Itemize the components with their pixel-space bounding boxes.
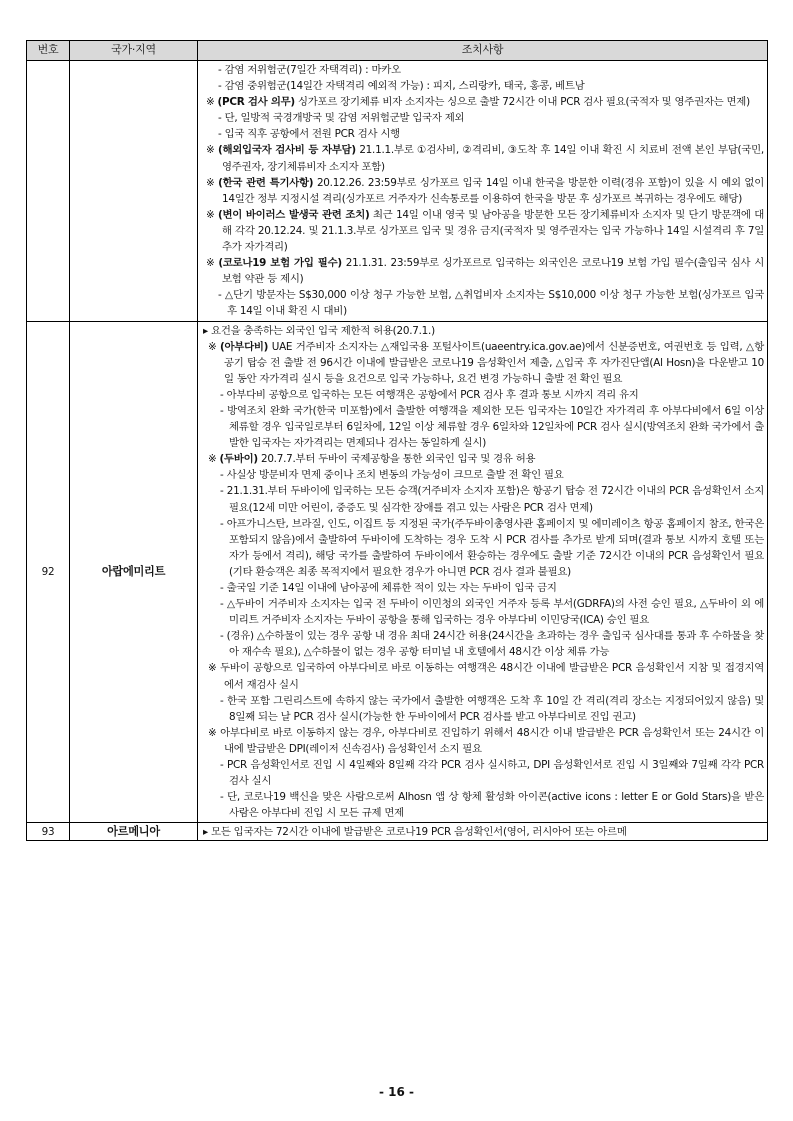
list-item: [202, 628, 764, 660]
bullet-mark: -: [218, 112, 222, 125]
country-cell: 아르메니아: [70, 823, 198, 841]
item-text: 단, 코로나19 백신을 맞은 사람으로써 Alhosn 앱 상 항체 활성화 아이콘(active icons : letter E or Gold Stars)을 받은 사람은 아부다비 진입 시 모든 규제 면제: [227, 791, 764, 820]
row-number-cell: 93: [27, 823, 70, 841]
item-heading: (아부다비): [220, 340, 269, 353]
bullet-mark: -: [220, 791, 224, 804]
list-item: [202, 387, 764, 403]
bullet-mark: ※: [208, 340, 217, 353]
item-heading: (변이 바이러스 발생국 관련 조치): [217, 208, 370, 221]
item-text: 아부다비 공항으로 입국하는 모든 여행객은 공항에서 PCR 검사 후 결과 통보 시까지 격리 유지: [226, 388, 639, 401]
item-text: 두바이 공항으로 입국하여 아부다비로 바로 이동하는 여행객은 48시간 이내에 발급받은 PCR 음성확인서 지참 및 접경지역에서 재검사 실시: [220, 662, 764, 691]
row-number-cell: [27, 61, 70, 322]
item-text: 모든 입국자는 72시간 이내에 발급받은 코로나19 PCR 음성확인서(영어, 러시아어 또는 아르메: [211, 825, 627, 838]
bullet-mark: ※: [206, 96, 215, 109]
list-item: [202, 693, 764, 725]
list-item: [202, 287, 764, 319]
table-row-92: [27, 321, 768, 823]
measures-cell: [198, 61, 768, 322]
list-item: [202, 483, 764, 515]
item-heading: (두바이): [219, 453, 258, 466]
item-text: 단, 일방적 국경개방국 및 감염 저위험군발 입국자 제외: [224, 112, 465, 125]
item-heading: (한국 관련 특기사항): [218, 176, 314, 189]
item-text: △두바이 거주비자 소지자는 입국 전 두바이 이민청의 외국인 거주자 등록 부서(GDRFA)의 사전 승인 필요, △두바이 외 에미리트 거주비자 소지자는 두바이 공항을 통해 입국하는 경우 아부다비 이민당국(ICA) 승인 필요: [226, 598, 764, 627]
bullet-mark: -: [218, 289, 222, 302]
bullet-mark: ※: [206, 144, 215, 157]
note-item: [202, 451, 764, 467]
bullet-mark: -: [220, 694, 224, 707]
measures-cell: [198, 823, 768, 841]
item-text: 한국 포함 그린리스트에 속하지 않는 국가에서 출발한 여행객은 도착 후 10일 간 격리(격리 장소는 지정되어있지 않음) 및 8일째 되는 날 PCR 검사 실시(가능한 한 두바이에서 PCR 검사를 받고 아부다비로 진입 권고): [227, 694, 764, 723]
bullet-mark: ▸: [203, 324, 208, 337]
bullet-mark: -: [220, 582, 224, 594]
item-text: (경유) △수하물이 있는 경우 공항 내 경유 최대 24시간 허용(24시간을 초과하는 경우 출입국 심사대를 통과 후 수하물을 찾아 재수속 필요), △수하물이 없는 경우 공항 터미널 내 호텔에서 48시간 이상 체류 가능: [226, 630, 765, 659]
bullet-mark: ▸: [203, 825, 208, 838]
header-no: 번호: [27, 41, 70, 61]
list-item: [202, 403, 764, 451]
table-row-93: [27, 823, 768, 841]
bullet-mark: -: [220, 485, 224, 498]
list-item: [202, 126, 764, 142]
item-heading: (해외입국자 검사비 등 자부담): [217, 144, 356, 157]
bullet-mark: ※: [208, 726, 217, 739]
bullet-mark: ※: [206, 257, 215, 270]
bullet-mark: -: [220, 598, 224, 611]
note-item: [202, 142, 764, 174]
item-text: △단기 방문자는 S$30,000 이상 청구 가능한 보험, △취업비자 소지자는 S$10,000 이상 청구 가능한 보험(싱가포르 입국 후 14일 이내 확진 시 대비): [224, 289, 764, 318]
bullet-mark: -: [220, 469, 224, 482]
item-text: 입국 직후 공항에서 전원 PCR 검사 시행: [224, 128, 400, 141]
item-text: UAE 거주비자 소지자는 △재입국용 포털사이트(uaeentry.ica.gov.ae)에서 신분증번호, 여권번호 등 입력, △항공기 탑승 전 출발 전 96시간 이내에 발급받은 코로나19 음성확인서 제출, △입국 후 자가진단앱(Al Hosn)을 다운받고 10일 동안 자가격리 실시 등을 요건으로 입국 가능하나, 요건 변경 가능하니 출발 전 확인 필요: [224, 340, 764, 385]
note-item: [202, 725, 764, 757]
bullet-mark: -: [220, 404, 224, 417]
item-text: 20.12.26. 23:59부로 싱가포르 입국 14일 이내 한국을 방문한 이력(경유 포함)이 있을 시 예외 없이 14일간 정부 지정시설 격리(싱가포르 거주자가 신속통로를 이용하여 한국을 방문 후 싱가포르 복귀하는 경우에도 해당): [222, 176, 764, 205]
table-row-continuation: [27, 61, 768, 322]
list-item: [202, 323, 764, 339]
list-item: [202, 467, 764, 483]
header-measures: 조치사항: [198, 41, 768, 61]
item-text: 아프가니스탄, 브라질, 인도, 이집트 등 지정된 국가(주두바이총영사관 홈페이지 및 에미레이츠 항공 홈페이지 참조, 한국은 포함되지 않음)에서 출발하여 두바이에 도착하는 경우 도착 시 PCR 검사를 추가로 받게 되며(결과 통보 시까지 호텔 또는 자가 등에서 격리), 해당 국가를 출발하여 두바이에서 환승하는 경우에도 출발 기준 72시간 이내의 PCR 음성확인서 필요(기타 환승객은 최종 목적지에서 필요한 경우가 아니면 PCR 검사 결과 불필요): [226, 517, 764, 578]
bullet-mark: -: [218, 128, 222, 141]
bullet-mark: -: [220, 388, 224, 401]
list-item: [202, 789, 764, 821]
item-text: 20.7.7.부터 두바이 국제공항을 통한 외국인 입국 및 경유 허용: [257, 453, 536, 466]
header-country: 국가·지역: [70, 41, 198, 61]
item-text: 최근 14일 이내 영국 및 남아공을 방문한 모든 장기체류비자 소지자 및 단기 방문객에 대해 각각 20.12.24. 및 21.1.3.부로 싱가포르 입국 및 경유 금지(국적자 및 영주권자는 입국 가능하나 14일 시설격리 후 7일 추가 자가격리): [222, 208, 764, 254]
bullet-mark: ※: [206, 208, 215, 221]
entry-measures-table: [26, 40, 768, 841]
bullet-mark: ※: [208, 662, 217, 675]
item-text: 감염 저위험군(7일간 자택격리) : 마카오: [224, 64, 401, 76]
list-item: [202, 580, 764, 596]
list-item: [202, 824, 764, 840]
bullet-mark: -: [218, 80, 222, 93]
list-item: [202, 110, 764, 126]
list-item: [202, 62, 764, 78]
country-cell: [70, 61, 198, 322]
list-item: [202, 516, 764, 580]
country-cell: 아랍에미리트: [70, 321, 198, 823]
bullet-mark: -: [220, 517, 224, 530]
bullet-mark: -: [220, 630, 224, 643]
row-number-cell: 92: [27, 321, 70, 823]
item-text: 요건을 충족하는 외국인 입국 제한적 허용(20.7.1.): [211, 324, 435, 337]
item-text: 싱가포르 장기체류 비자 소지자는 싱으로 출발 72시간 이내 PCR 검사 필요(국적자 및 영주권자는 면제): [294, 96, 750, 109]
note-item: [202, 660, 764, 692]
item-text: 아부다비로 바로 이동하지 않는 경우, 아부다비로 진입하기 위해서 48시간 이내 발급받은 PCR 음성확인서 또는 24시간 이내에 발급받은 DPI(레이저 신속검사) 음성확인서 소지 필요: [220, 726, 764, 755]
note-item: [202, 175, 764, 207]
item-text: PCR 음성확인서로 진입 시 4일째와 8일째 각각 PCR 검사 실시하고, DPI 음성확인서로 진입 시 3일째와 7일째 각각 PCR 검사 실시: [227, 759, 764, 788]
list-item: [202, 78, 764, 94]
measures-cell: [198, 321, 768, 823]
item-text: 21.1.31.부터 두바이에 입국하는 모든 승객(거주비자 소지자 포함)은 항공기 탑승 전 72시간 이내의 PCR 음성확인서 소지 필요(12세 미만 어린이, 중증도 및 심각한 장애를 겪고 있는 사람은 PCR 검사 면제): [226, 485, 764, 514]
bullet-mark: -: [220, 759, 224, 772]
item-text: 사실상 방문비자 면제 중이나 조치 변동의 가능성이 크므로 출발 전 확인 필요: [226, 469, 564, 482]
item-text: 출국일 기준 14일 이내에 남아공에 체류한 적이 있는 자는 두바이 입국 금지: [226, 582, 557, 594]
item-text: 21.1.31. 23:59부로 싱가포르로 입국하는 외국인은 코로나19 보험 가입 필수(출입국 심사 시 보험 약관 등 제시): [222, 257, 764, 286]
note-item: [202, 255, 764, 287]
bullet-mark: -: [218, 64, 222, 76]
note-item: [202, 94, 764, 110]
bullet-mark: ※: [206, 176, 215, 189]
item-text: 방역조치 완화 국가(한국 미포함)에서 출발한 여행객을 제외한 모든 입국자는 10일간 자가격리 후 아부다비에서 6일 이상 체류할 경우 입국일로부터 6일차에, 12일 이상 체류할 경우 6일차와 12일차에 PCR 검사 실시(방역조치 완화 국가에서 출발한 입국자는 자가격리는 면제되나 검사는 동일하게 실시): [227, 404, 764, 450]
page-number: - 16 -: [378, 1085, 414, 1099]
note-item: [202, 339, 764, 387]
list-item: [202, 757, 764, 789]
table-header-row: [27, 41, 768, 61]
item-heading: (PCR 검사 의무): [217, 96, 295, 109]
note-item: [202, 207, 764, 255]
list-item: [202, 596, 764, 628]
item-text: 감염 중위험군(14일간 자택격리 예외적 가능) : 피지, 스리랑카, 태국, 홍콩, 베트남: [224, 80, 585, 93]
item-text: 21.1.1.부로 ①검사비, ②격리비, ③도착 후 14일 이내 확진 시 치료비 전액 본인 부담(국민, 영주권자, 장기체류비자 소지자 포함): [222, 144, 764, 173]
item-heading: (코로나19 보험 가입 필수): [218, 257, 342, 270]
bullet-mark: ※: [208, 453, 217, 466]
